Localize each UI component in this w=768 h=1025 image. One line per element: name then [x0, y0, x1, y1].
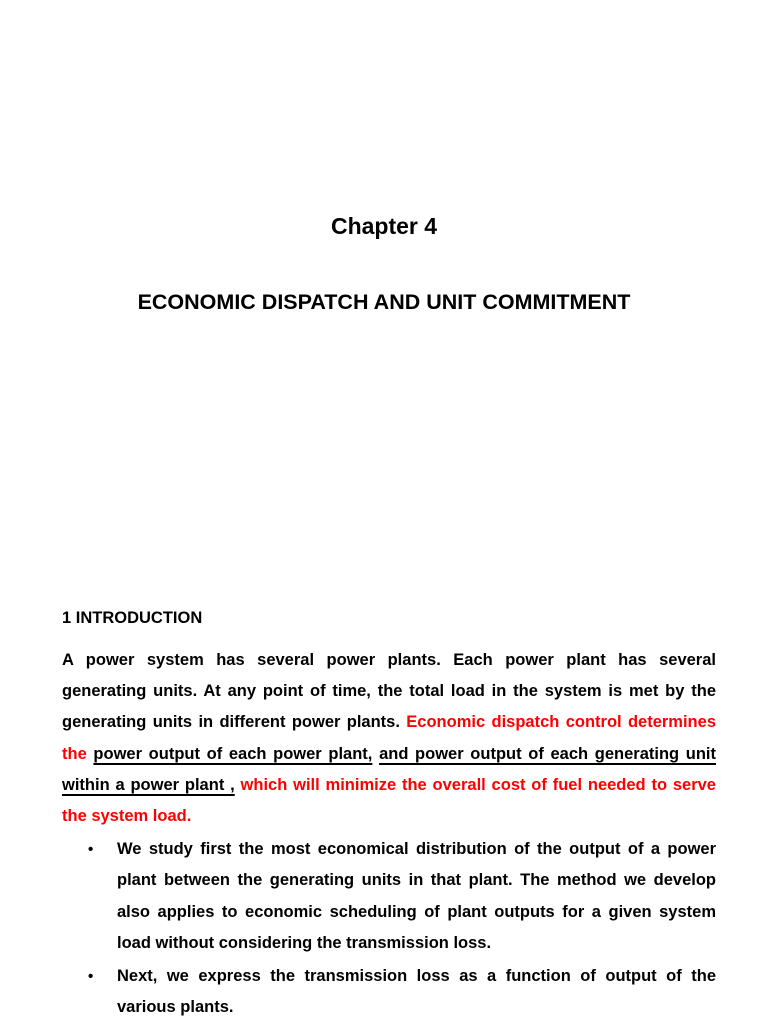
paragraph-text: A power system has several power plants. Each power plant has several generating units. At any point of time, the total load in the system is met by the generating units in different power plants. — [62, 651, 716, 732]
section-heading: 1 INTRODUCTION — [62, 609, 203, 627]
list-item — [62, 961, 716, 1023]
list-item — [62, 834, 716, 959]
bullet-icon: • — [88, 968, 94, 986]
intro-paragraph — [62, 645, 716, 832]
highlighted-text: which will minimize the overall cost of fuel needed to serve the system load. — [62, 775, 716, 826]
bullet-list — [62, 834, 716, 1023]
highlighted-text: Economic dispatch control determines the — [62, 713, 716, 763]
chapter-heading: Chapter 4 — [330, 213, 438, 239]
chapter-title: ECONOMIC DISPATCH AND UNIT COMMITMENT — [137, 290, 631, 314]
body-text — [62, 645, 716, 1025]
underlined-text: power output of each power plant, — [93, 744, 373, 763]
list-item-text: We study first the most economical distribution of the output of a power plant between the generating units in that plant. The method we develop also applies to economic scheduling of plant outputs for a given system load without considering the transmission loss. — [117, 840, 716, 952]
bullet-icon: • — [88, 841, 94, 859]
underlined-text: and power output of each generating unit within a power plant , — [62, 744, 717, 794]
list-item-text: Next, we express the transmission loss as a function of output of the various plants. — [117, 967, 716, 1017]
